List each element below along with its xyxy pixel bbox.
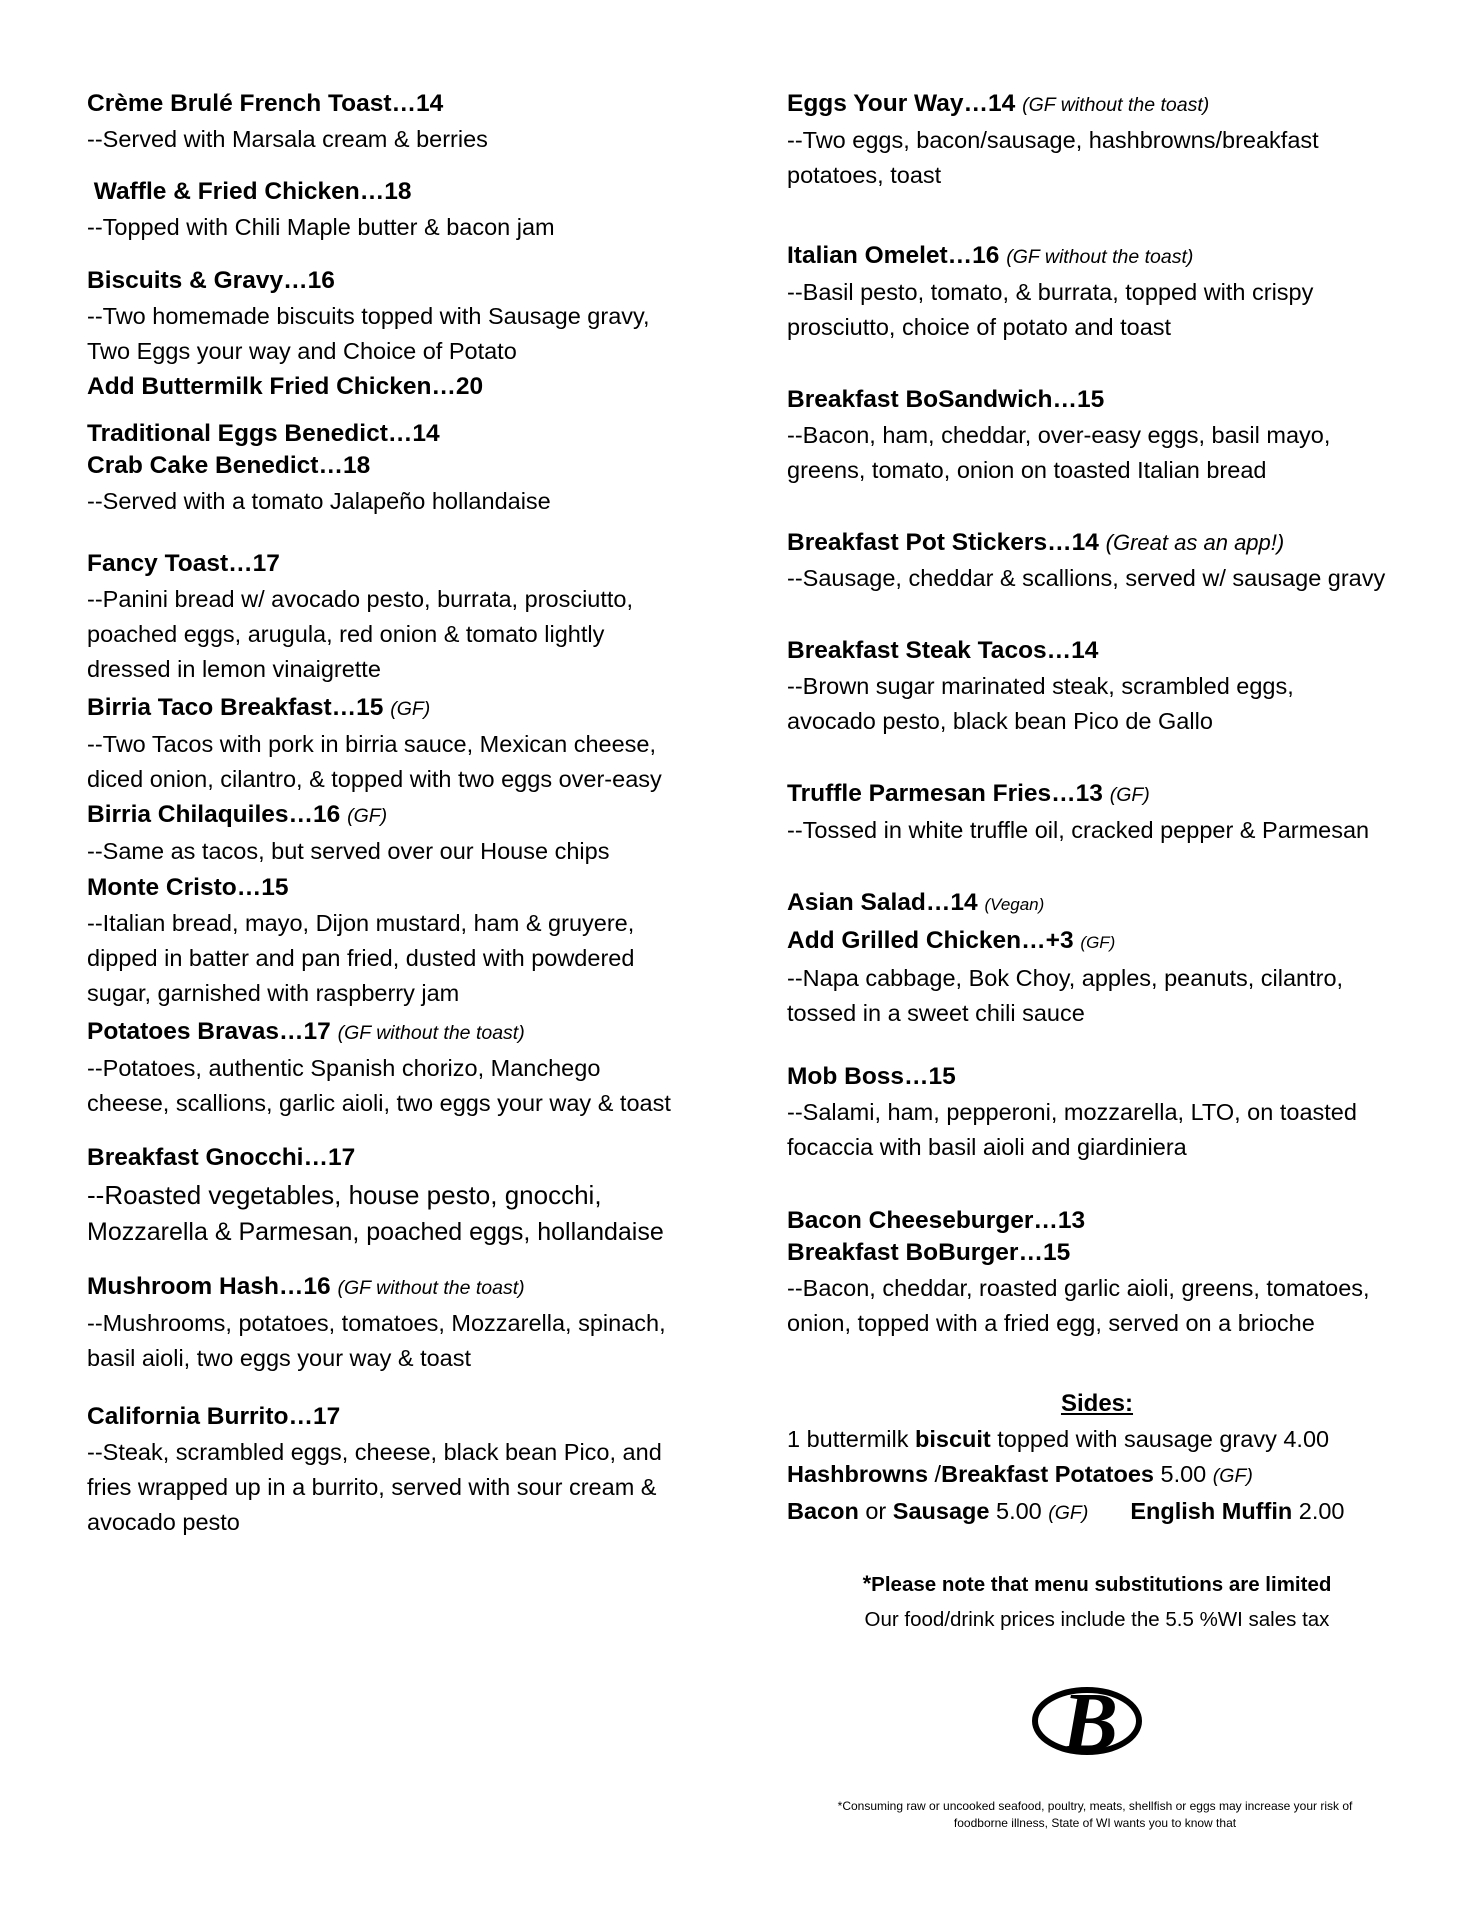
menu-item bbox=[787, 1203, 1407, 1341]
side-name: Breakfast Potatoes bbox=[941, 1461, 1154, 1487]
item-title: Bacon Cheeseburger…13 bbox=[787, 1207, 1086, 1234]
menu-item bbox=[87, 1269, 727, 1376]
side-name: Bacon bbox=[787, 1498, 859, 1524]
menu-item bbox=[87, 870, 727, 1011]
item-title: Birria Taco Breakfast…15 bbox=[87, 694, 384, 721]
item-desc: --Napa cabbage, Bok Choy, apples, peanuts, cilantro, bbox=[787, 965, 1344, 991]
item-desc: poached eggs, arugula, red onion & tomato lightly bbox=[87, 621, 605, 647]
item-desc: --Roasted vegetables, house pesto, gnocchi, bbox=[87, 1180, 602, 1210]
sides-row bbox=[787, 1422, 1407, 1457]
item-desc: --Served with a tomato Jalapeño hollandaise bbox=[87, 488, 551, 514]
item-desc: tossed in a sweet chili sauce bbox=[787, 1000, 1085, 1026]
item-title: Breakfast Gnocchi…17 bbox=[87, 1144, 356, 1171]
disclaimer-line: foodborne illness, State of WI wants you to know that bbox=[953, 1816, 1237, 1830]
menu-item bbox=[87, 546, 727, 687]
item-desc: dipped in batter and pan fried, dusted with powdered bbox=[87, 945, 635, 971]
item-note: (Vegan) bbox=[984, 895, 1045, 914]
item-desc: --Two Tacos with pork in birria sauce, Mexican cheese, bbox=[87, 731, 657, 757]
item-title: Mushroom Hash…16 bbox=[87, 1273, 331, 1300]
menu-item bbox=[87, 1399, 727, 1540]
tax-note: Our food/drink prices include the 5.5 %WI sales tax bbox=[864, 1608, 1330, 1631]
item-desc: --Potatoes, authentic Spanish chorizo, Manchego bbox=[87, 1055, 601, 1081]
menu-item bbox=[87, 690, 727, 869]
side-name: Hashbrowns bbox=[787, 1461, 929, 1487]
item-title: Eggs Your Way…14 bbox=[787, 90, 1016, 117]
item-title: Breakfast Steak Tacos…14 bbox=[787, 637, 1099, 664]
item-title-2: Birria Chilaquiles…16 bbox=[87, 801, 341, 828]
menu-item bbox=[787, 238, 1407, 345]
item-desc: fries wrapped up in a burrito, served with sour cream & bbox=[87, 1474, 657, 1500]
sides-heading: Sides: bbox=[1060, 1390, 1134, 1417]
footer-disclaimer bbox=[780, 1798, 1410, 1832]
notice bbox=[787, 1566, 1407, 1637]
side-name: biscuit bbox=[915, 1426, 991, 1452]
item-title: Breakfast Pot Stickers…14 bbox=[787, 529, 1099, 556]
side-note: (GF) bbox=[1212, 1465, 1253, 1487]
item-addon: Add Buttermilk Fried Chicken…20 bbox=[87, 373, 484, 400]
item-desc: --Tossed in white truffle oil, cracked pepper & Parmesan bbox=[787, 817, 1370, 843]
item-note: (GF) bbox=[347, 805, 388, 827]
item-desc: prosciutto, choice of potato and toast bbox=[787, 314, 1172, 340]
item-desc: onion, topped with a fried egg, served on a brioche bbox=[787, 1310, 1315, 1336]
item-note: (Great as an app!) bbox=[1105, 530, 1285, 555]
item-title: Truffle Parmesan Fries…13 bbox=[787, 780, 1103, 807]
menu-item bbox=[787, 382, 1407, 488]
item-title: Mob Boss…15 bbox=[787, 1063, 956, 1090]
disclaimer-line: *Consuming raw or uncooked seafood, poultry, meats, shellfish or eggs may increase your risk of bbox=[837, 1799, 1353, 1813]
item-title: California Burrito…17 bbox=[87, 1403, 341, 1430]
side-price: 5.00 bbox=[1153, 1461, 1213, 1487]
item-desc: --Steak, scrambled eggs, cheese, black bean Pico, and bbox=[87, 1439, 662, 1465]
item-desc: --Sausage, cheddar & scallions, served w/ sausage gravy bbox=[787, 565, 1386, 591]
item-desc: sugar, garnished with raspberry jam bbox=[87, 980, 460, 1006]
side-price: 5.00 bbox=[989, 1498, 1049, 1524]
item-title-2: Crab Cake Benedict…18 bbox=[87, 452, 371, 479]
item-note: (GF without the toast) bbox=[337, 1277, 525, 1299]
menu-item bbox=[787, 525, 1407, 596]
item-title: Italian Omelet…16 bbox=[787, 242, 1000, 269]
item-desc: --Mushrooms, potatoes, tomatoes, Mozzarella, spinach, bbox=[87, 1310, 666, 1336]
item-desc: diced onion, cilantro, & topped with two eggs over-easy bbox=[87, 766, 662, 792]
item-title: Crème Brulé French Toast…14 bbox=[87, 90, 444, 117]
item-note: (GF) bbox=[1109, 784, 1150, 806]
menu-item bbox=[787, 633, 1407, 739]
menu-item bbox=[87, 263, 727, 405]
item-title-2: Add Grilled Chicken…+3 bbox=[787, 927, 1074, 954]
side-text: topped with sausage gravy 4.00 bbox=[990, 1426, 1330, 1452]
menu-item bbox=[787, 776, 1407, 848]
menu-item bbox=[87, 86, 727, 157]
item-note: (GF) bbox=[1080, 933, 1116, 952]
logo-letter: B bbox=[1061, 1680, 1119, 1762]
menu-item bbox=[87, 1014, 727, 1121]
item-desc: focaccia with basil aioli and giardiniera bbox=[787, 1134, 1187, 1160]
item-desc: basil aioli, two eggs your way & toast bbox=[87, 1345, 472, 1371]
item-title: Traditional Eggs Benedict…14 bbox=[87, 420, 440, 447]
item-desc: avocado pesto bbox=[87, 1509, 240, 1535]
menu-item bbox=[787, 885, 1407, 1031]
item-desc: --Two eggs, bacon/sausage, hashbrowns/breakfast bbox=[787, 127, 1319, 153]
item-desc: Two Eggs your way and Choice of Potato bbox=[87, 338, 517, 364]
item-note: (GF) bbox=[390, 698, 431, 720]
item-desc: greens, tomato, onion on toasted Italian bread bbox=[787, 457, 1267, 483]
item-note: (GF without the toast) bbox=[337, 1022, 525, 1044]
item-desc: Mozzarella & Parmesan, poached eggs, hollandaise bbox=[87, 1218, 664, 1246]
item-title: Fancy Toast…17 bbox=[87, 550, 280, 577]
item-title: Asian Salad…14 bbox=[787, 889, 978, 916]
item-desc: --Brown sugar marinated steak, scrambled eggs, bbox=[787, 673, 1294, 699]
menu-item bbox=[87, 416, 727, 519]
item-desc: avocado pesto, black bean Pico de Gallo bbox=[787, 708, 1213, 734]
item-desc: --Bacon, cheddar, roasted garlic aioli, greens, tomatoes, bbox=[787, 1275, 1370, 1301]
item-desc: --Two homemade biscuits topped with Sausage gravy, bbox=[87, 303, 650, 329]
item-desc: --Basil pesto, tomato, & burrata, topped with crispy bbox=[787, 279, 1314, 305]
sides-row bbox=[787, 1457, 1407, 1494]
item-desc: --Same as tacos, but served over our House chips bbox=[87, 838, 610, 864]
side-name: Sausage bbox=[892, 1498, 990, 1524]
item-title: Biscuits & Gravy…16 bbox=[87, 267, 335, 294]
item-desc: cheese, scallions, garlic aioli, two eggs your way & toast bbox=[87, 1090, 671, 1116]
item-note: (GF without the toast) bbox=[1006, 246, 1194, 268]
item-desc: --Bacon, ham, cheddar, over-easy eggs, basil mayo, bbox=[787, 422, 1331, 448]
sides-row bbox=[787, 1494, 1407, 1531]
side-text: or bbox=[858, 1498, 893, 1524]
notice-star: * bbox=[862, 1571, 872, 1596]
item-title-2: Breakfast BoBurger…15 bbox=[787, 1239, 1071, 1266]
side-price: 2.00 bbox=[1292, 1498, 1345, 1524]
item-desc: --Salami, ham, pepperoni, mozzarella, LTO, on toasted bbox=[787, 1099, 1357, 1125]
item-title: Potatoes Bravas…17 bbox=[87, 1018, 331, 1045]
item-desc: potatoes, toast bbox=[787, 162, 942, 188]
notice-text: Please note that menu substitutions are limited bbox=[871, 1573, 1332, 1596]
side-text: 1 buttermilk bbox=[787, 1426, 915, 1452]
item-desc: --Panini bread w/ avocado pesto, burrata, prosciutto, bbox=[87, 586, 634, 612]
brand-logo bbox=[1030, 1680, 1145, 1762]
item-title: Waffle & Fried Chicken…18 bbox=[87, 178, 412, 205]
item-title: Breakfast BoSandwich…15 bbox=[787, 386, 1105, 413]
menu-item bbox=[787, 1059, 1407, 1165]
item-title: Monte Cristo…15 bbox=[87, 874, 289, 901]
item-desc: --Served with Marsala cream & berries bbox=[87, 126, 488, 152]
side-note: (GF) bbox=[1048, 1502, 1089, 1524]
item-desc: --Topped with Chili Maple butter & bacon jam bbox=[87, 214, 555, 240]
item-desc: dressed in lemon vinaigrette bbox=[87, 656, 381, 682]
item-note: (GF without the toast) bbox=[1022, 94, 1210, 116]
menu-item bbox=[87, 1140, 727, 1250]
substitution-note bbox=[787, 1566, 1407, 1602]
menu-item bbox=[87, 174, 727, 245]
item-desc: --Italian bread, mayo, Dijon mustard, ham & gruyere, bbox=[87, 910, 635, 936]
side-name: English Muffin bbox=[1130, 1498, 1293, 1524]
menu-item bbox=[787, 86, 1407, 193]
sides-section bbox=[787, 1386, 1407, 1531]
side-text: / bbox=[928, 1461, 942, 1487]
